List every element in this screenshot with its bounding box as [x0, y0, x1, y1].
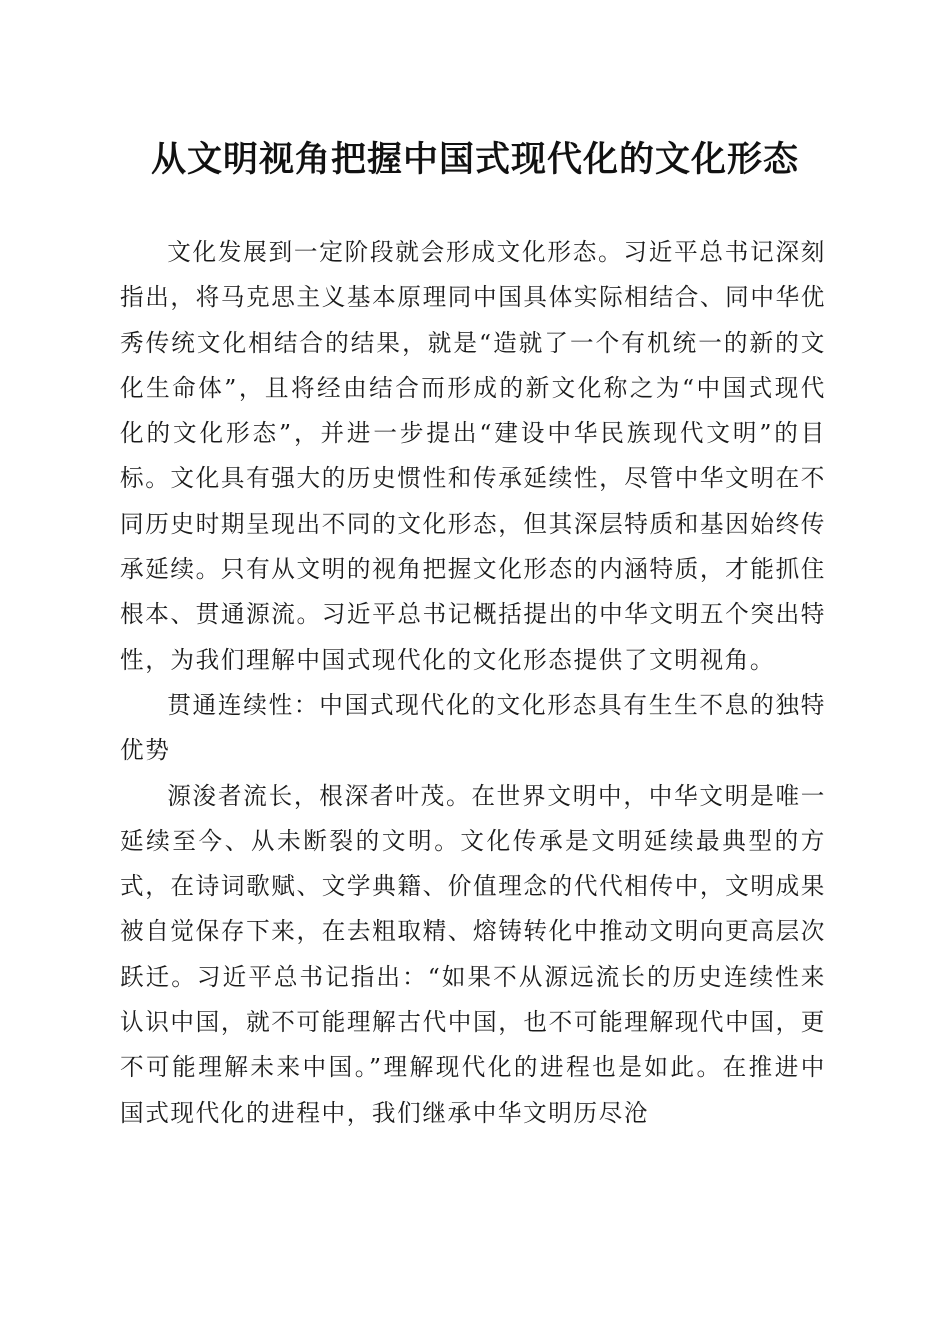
paragraph-intro: 文化发展到一定阶段就会形成文化形态。习近平总书记深刻指出，将马克思主义基本原理同中国具体实际相结合、同中华优秀传统文化相结合的结果，就是“造就了一个有机统一的新的文化生命体”，且将经由结合而形成的新文化称之为“中国式现代化的文化形态”，并进一步提出“建设中华民族现代文明”的目标。文化具有强大的历史惯性和传承延续性，尽管中华文明在不同历史时期呈现出不同的文化形态，但其深层特质和基因始终传承延续。只有从文明的视角把握文化形态的内涵特质，才能抓住根本、贯通源流。习近平总书记概括提出的中华文明五个突出特性，为我们理解中国式现代化的文化形态提供了文明视角。: [120, 238, 826, 674]
document-title: 从文明视角把握中国式现代化的文化形态: [150, 139, 799, 180]
paragraph-continuity: 源浚者流长，根深者叶茂。在世界文明中，中华文明是唯一延续至今、从未断裂的文明。文化传承是文明延续最典型的方式，在诗词歌赋、文学典籍、价值理念的代代相传中，文明成果被自觉保存下来，在去粗取精、熔铸转化中推动文明向更高层次跃迁。习近平总书记指出：“如果不从源远流长的历史连续性来认识中国，就不可能理解古代中国，也不可能理解现代中国，更不可能理解未来中国。”理解现代化的进程也是如此。在推进中国式现代化的进程中，我们继承中华文明历尽沧: [120, 781, 826, 1127]
section-heading-continuity: 贯通连续性：中国式现代化的文化形态具有生生不息的独特优势: [120, 690, 826, 765]
document-body: [120, 230, 826, 1136]
